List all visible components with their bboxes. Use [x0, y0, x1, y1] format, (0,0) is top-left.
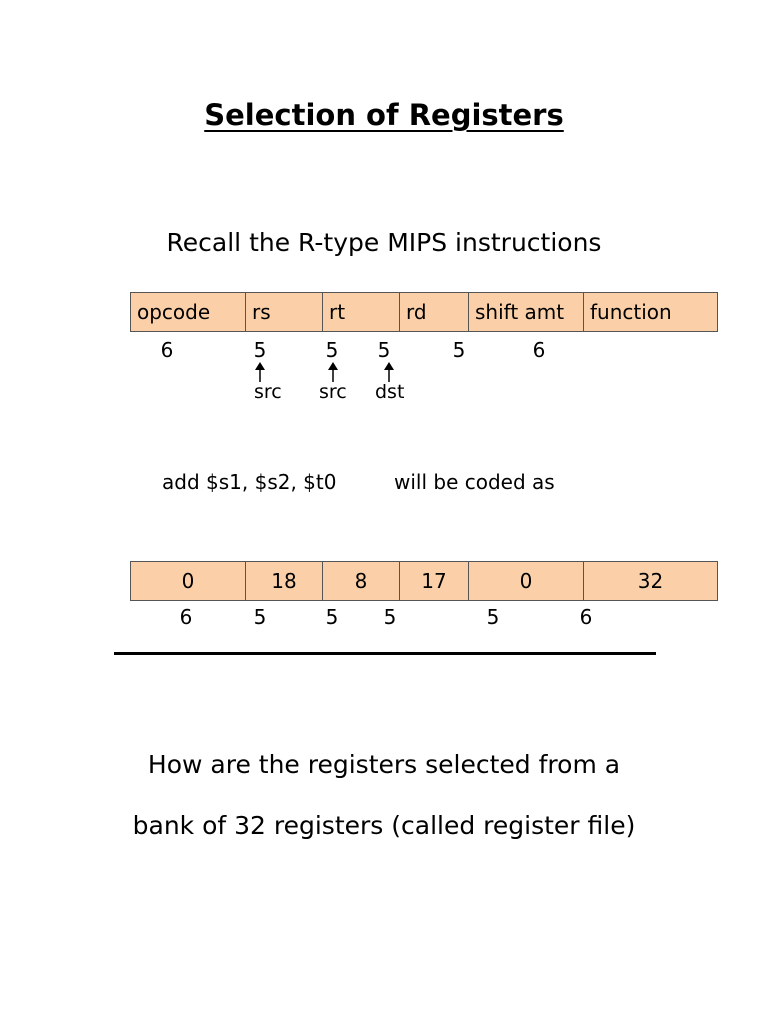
width-opcode: 6 [160, 338, 174, 362]
question-line-2: bank of 32 registers (called register file) [132, 811, 636, 840]
value-rt: 8 [323, 562, 400, 601]
field-rt: rt [323, 293, 400, 332]
divider [114, 652, 656, 655]
arrow-up-icon [383, 362, 395, 382]
arrow-up-icon [327, 362, 339, 382]
width-shift-amt: 5 [452, 338, 466, 362]
width-rd: 5 [383, 605, 397, 629]
value-shift-amt: 0 [469, 562, 584, 601]
field-opcode: opcode [131, 293, 246, 332]
field-rd: rd [400, 293, 469, 332]
width-rt: 5 [325, 338, 339, 362]
width-rd: 5 [377, 338, 391, 362]
encoded-values-table [130, 561, 718, 601]
width-rs: 5 [253, 338, 267, 362]
arrow-up-icon [254, 362, 266, 382]
field-shift-amt: shift amt [469, 293, 584, 332]
r-type-format-table [130, 292, 718, 332]
width-opcode: 6 [179, 605, 193, 629]
subtitle: Recall the R-type MIPS instructions [166, 228, 602, 257]
width-function: 6 [579, 605, 593, 629]
value-rd: 17 [400, 562, 469, 601]
field-rs: rs [246, 293, 323, 332]
value-function: 32 [584, 562, 718, 601]
role-rt: src [319, 381, 347, 403]
question-line-1: How are the registers selected from a [147, 750, 621, 779]
example-instruction: add $s1, $s2, $t0 [162, 470, 337, 494]
role-rs: src [254, 381, 282, 403]
value-rs: 18 [246, 562, 323, 601]
width-rs: 5 [253, 605, 267, 629]
role-rd: dst [375, 381, 405, 403]
field-function: function [584, 293, 718, 332]
width-function: 6 [532, 338, 546, 362]
width-shift-amt: 5 [486, 605, 500, 629]
example-note: will be coded as [394, 470, 555, 494]
value-opcode: 0 [131, 562, 246, 601]
width-rt: 5 [325, 605, 339, 629]
page-title: Selection of Registers [204, 98, 564, 132]
